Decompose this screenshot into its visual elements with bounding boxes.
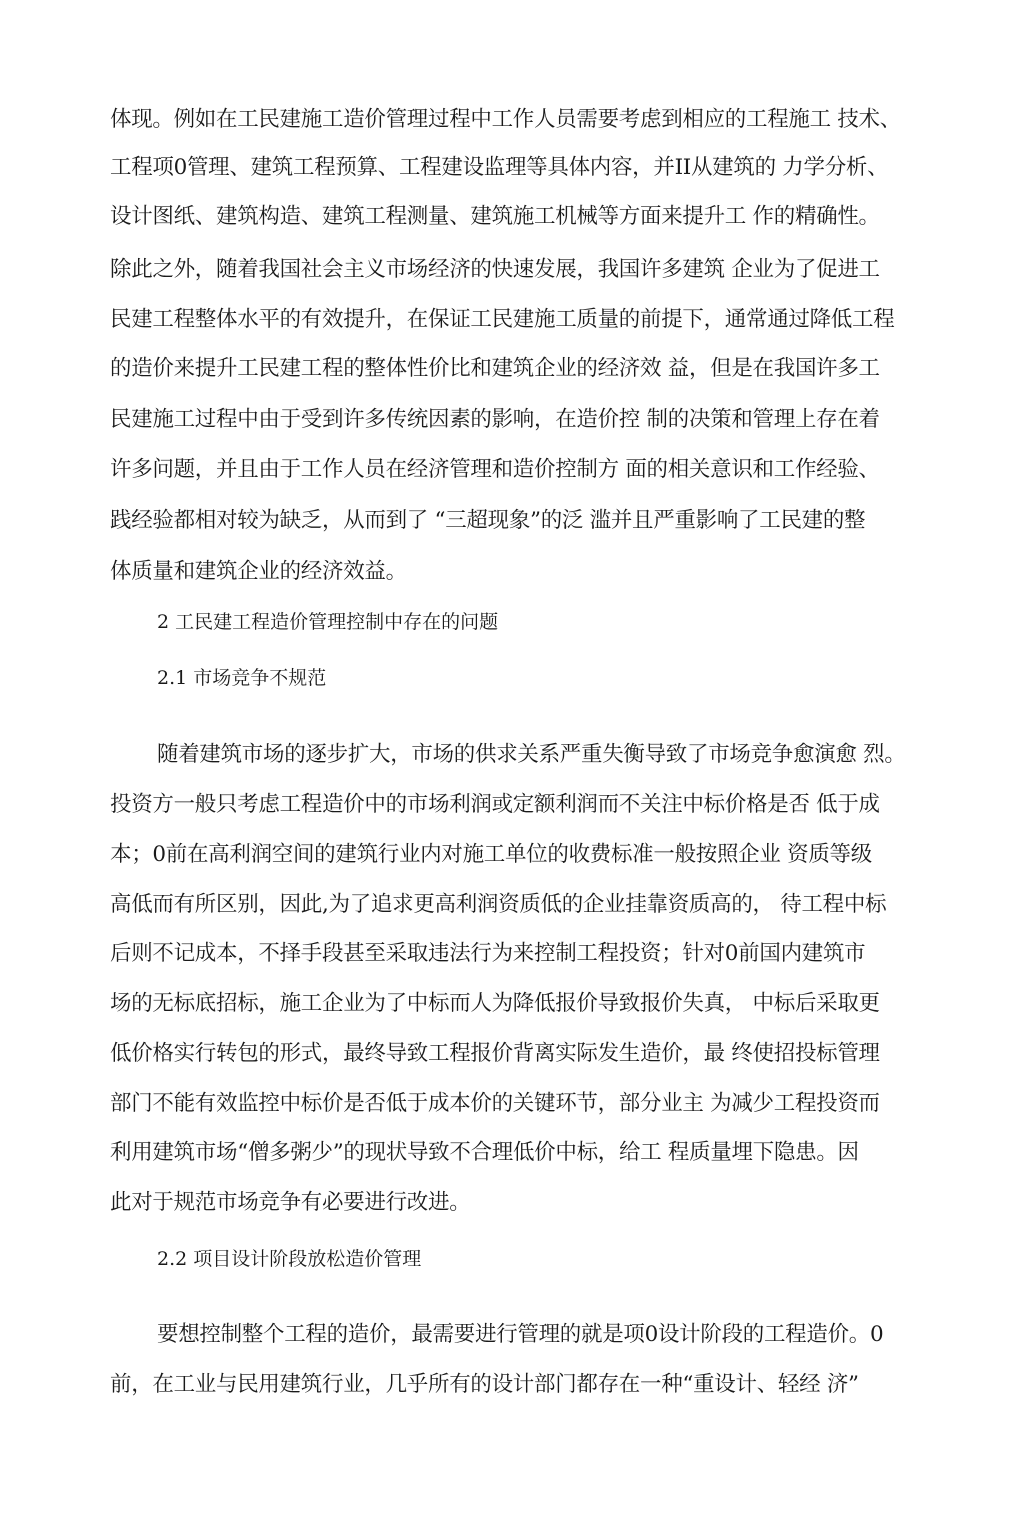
- paragraph-line: 此对于规范市场竞争有必要进行改进。: [110, 1190, 471, 1215]
- paragraph-line: 高低而有所区别，因此,为了追求更高利润资质低的企业挂靠资质高的， 待工程中标: [110, 892, 887, 917]
- paragraph-line: 体现。例如在工民建施工造价管理过程中工作人员需要考虑到相应的工程施工 技术、: [110, 107, 901, 132]
- paragraph-line: 的造价来提升工民建工程的整体性价比和建筑企业的经济效 益，但是在我国许多工: [110, 356, 880, 381]
- subsection-heading: 2.2 项目设计阶段放松造价管理: [157, 1248, 422, 1270]
- section-heading: 2 工民建工程造价管理控制中存在的问题: [157, 611, 499, 633]
- paragraph-line: 许多问题，并且由于工作人员在经济管理和造价控制方 面的相关意识和工作经验、: [110, 457, 880, 482]
- subsection-heading: 2.1 市场竞争不规范: [157, 667, 327, 689]
- paragraph-line: 前，在工业与民用建筑行业，几乎所有的设计部门都存在一种“重设计、轻经 济”: [110, 1372, 859, 1397]
- paragraph-line: 践经验都相对较为缺乏，从而到了 “三超现象”的泛 滥并且严重影响了工民建的整: [110, 508, 866, 533]
- paragraph-line: 低价格实行转包的形式，最终导致工程报价背离实际发生造价，最 终使招投标管理: [110, 1041, 880, 1066]
- paragraph-line: 投资方一般只考虑工程造价中的市场利润或定额利润而不关注中标价格是否 低于成: [110, 792, 880, 817]
- paragraph-line: 民建施工过程中由于受到许多传统因素的影响，在造价控 制的决策和管理上存在着: [110, 407, 880, 432]
- paragraph-line: 除此之外，随着我国社会主义市场经济的快速发展，我国许多建筑 企业为了促进工: [110, 257, 880, 282]
- paragraph-line: 民建工程整体水平的有效提升，在保证工民建施工质量的前提下，通常通过降低工程: [110, 307, 895, 332]
- paragraph-line: 要想控制整个工程的造价，最需要进行管理的就是项0设计阶段的工程造价。0: [157, 1322, 884, 1347]
- paragraph-line: 场的无标底招标，施工企业为了中标而人为降低报价导致报价失真， 中标后采取更: [110, 991, 880, 1016]
- paragraph-line: 随着建筑市场的逐步扩大，市场的供求关系严重失衡导致了市场竞争愈演愈 烈。: [157, 742, 906, 767]
- paragraph-line: 本；0前在高利润空间的建筑行业内对施工单位的收费标准一般按照企业 资质等级: [110, 842, 872, 867]
- paragraph-line: 利用建筑市场“僧多粥少”的现状导致不合理低价中标，给工 程质量埋下隐患。因: [110, 1140, 859, 1165]
- paragraph-line: 工程项0管理、建筑工程预算、工程建设监理等具体内容，并II从建筑的 力学分析、: [110, 155, 889, 180]
- paragraph-line: 体质量和建筑企业的经济效益。: [110, 559, 407, 584]
- paragraph-line: 部门不能有效监控中标价是否低于成本价的关键环节，部分业主 为减少工程投资而: [110, 1091, 880, 1116]
- paragraph-line: 设计图纸、建筑构造、建筑工程测量、建筑施工机械等方面来提升工 作的精确性。: [110, 204, 880, 229]
- paragraph-line: 后则不记成本，不择手段甚至采取违法行为来控制工程投资；针对0前国内建筑市: [110, 941, 866, 966]
